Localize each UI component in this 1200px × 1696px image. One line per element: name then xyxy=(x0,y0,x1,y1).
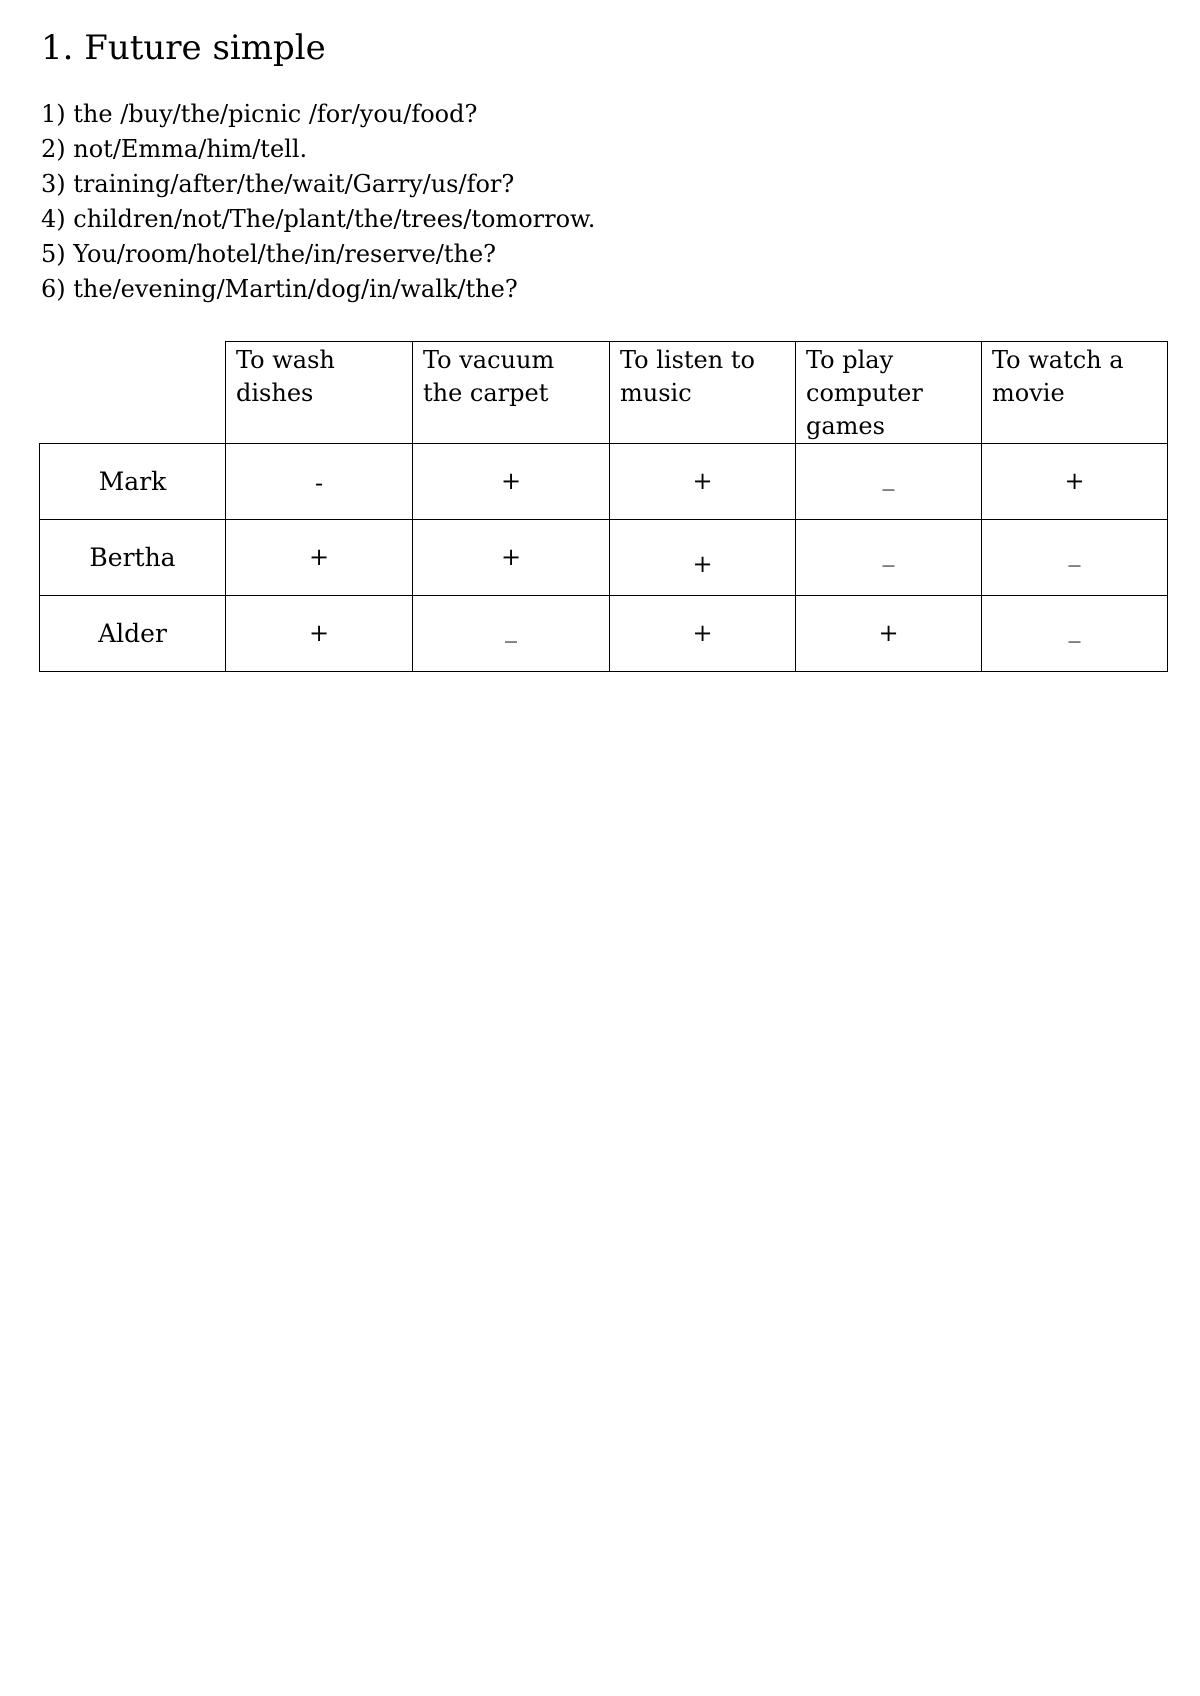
cell-mark: - xyxy=(314,469,324,497)
row-header-name: Alder xyxy=(40,596,226,672)
table-cell xyxy=(796,444,982,520)
table-cell xyxy=(610,596,796,672)
table-cell xyxy=(982,596,1168,672)
activities-table xyxy=(39,341,1168,672)
cell-mark: + xyxy=(878,619,899,647)
table-cell xyxy=(226,444,413,520)
sentence-item: 2) not/Emma/him/tell. xyxy=(41,135,308,163)
cell-mark: _ xyxy=(505,615,517,643)
cell-mark: _ xyxy=(882,463,895,491)
sentence-item: 5) You/room/hotel/the/in/reserve/the? xyxy=(41,240,497,268)
table-cell xyxy=(413,520,610,596)
sentence-list xyxy=(41,97,595,307)
cell-mark: + xyxy=(692,467,713,495)
table-row xyxy=(40,520,1168,596)
sentence-item: 4) children/not/The/plant/the/trees/tomorrow. xyxy=(41,205,596,233)
cell-mark: _ xyxy=(1068,539,1081,567)
cell-mark: + xyxy=(692,550,713,578)
page-title: 1. Future simple xyxy=(41,28,326,68)
cell-mark: + xyxy=(308,619,330,647)
column-header: To watch a movie xyxy=(982,342,1168,444)
cell-mark: + xyxy=(500,467,522,495)
table-cell xyxy=(610,520,796,596)
table-cell xyxy=(610,444,796,520)
column-header: To wash dishes xyxy=(226,342,413,444)
table-cell xyxy=(796,520,982,596)
column-header: To vacuum the carpet xyxy=(413,342,610,444)
table-cell xyxy=(413,596,610,672)
cell-mark: _ xyxy=(882,539,895,567)
column-header: To listen to music xyxy=(610,342,796,444)
cell-mark: + xyxy=(692,619,713,647)
column-header: To play computer games xyxy=(796,342,982,444)
table-row xyxy=(40,596,1168,672)
table-cell xyxy=(226,596,413,672)
row-header-name: Mark xyxy=(40,444,226,520)
cell-mark: + xyxy=(308,543,330,571)
table-row xyxy=(40,444,1168,520)
sentence-item: 3) training/after/the/wait/Garry/us/for? xyxy=(41,170,515,198)
sentence-item: 6) the/evening/Martin/dog/in/walk/the? xyxy=(41,275,518,303)
table-cell xyxy=(226,520,413,596)
table-cell xyxy=(982,520,1168,596)
cell-mark: _ xyxy=(1068,615,1081,643)
sentence-item: 1) the /buy/the/picnic /for/you/food? xyxy=(41,100,478,128)
cell-mark: + xyxy=(1064,467,1085,495)
row-header-name: Bertha xyxy=(40,520,226,596)
table-header-row xyxy=(40,342,1168,444)
table-corner-cell xyxy=(40,342,226,444)
cell-mark: + xyxy=(500,543,522,571)
table-cell xyxy=(982,444,1168,520)
table-cell xyxy=(796,596,982,672)
table-cell xyxy=(413,444,610,520)
